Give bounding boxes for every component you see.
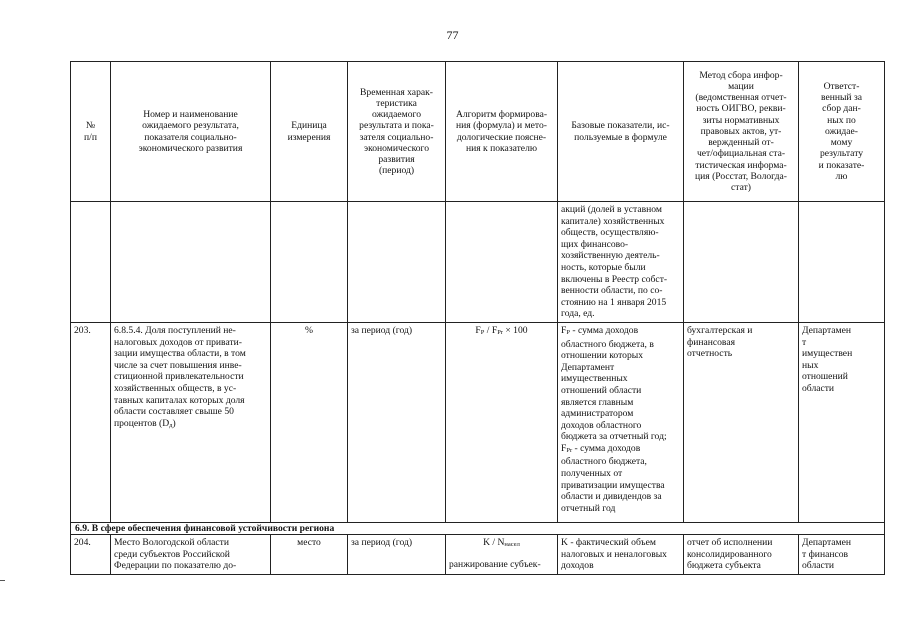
table-header-row <box>71 62 885 202</box>
cont-cell-responsible <box>799 202 885 323</box>
indicator-table <box>70 61 885 575</box>
cont-cell-base: акций (долей в уставном капитале) хозяйственных обществ, осуществляю- щих финансово- хозяйственную деятель- ность, которые были включены в Реестр собст- венности области, по со- стоянию на 1 января 2015 года, ед. <box>558 202 684 323</box>
cont-cell-number <box>71 202 111 323</box>
row-204-number: 204. <box>71 534 111 574</box>
row-204-formula-cell <box>446 534 558 574</box>
cont-cell-period <box>348 202 446 323</box>
row-204-period: за период (год) <box>348 534 446 574</box>
cont-cell-method <box>684 202 799 323</box>
row-204-formula-sub: насел <box>504 540 520 548</box>
row-203-base-sub2: Pr <box>566 446 573 454</box>
row-204-formula-text: K / N <box>483 536 505 548</box>
header-algorithm: Алгоритм формирова- ния (формула) и мето- дологические поясне- ния к показателю <box>446 62 558 202</box>
row-204-unit: место <box>271 534 348 574</box>
header-responsible: Ответст- венный за сбор дан- ных по ожидае- мому результату и показате- лю <box>799 62 885 202</box>
row-203-name-tail: ) <box>172 417 176 429</box>
page-edge-mark <box>0 580 5 581</box>
header-unit: Единица измерения <box>271 62 348 202</box>
row-204-formula <box>449 537 554 551</box>
row-203-base-sub1: P <box>566 328 570 336</box>
row-203-responsible: Департамен т имуществен ных отношений области <box>799 322 885 522</box>
row-203-formula-sub1: P <box>480 328 485 336</box>
header-number: № п/п <box>71 62 111 202</box>
cont-cell-name <box>111 202 271 323</box>
row-203-name <box>111 322 271 522</box>
row-204-name: Место Вологодской области среди субъектов Российской Федерации по показателю до- <box>111 534 271 574</box>
row-203-number: 203. <box>71 322 111 522</box>
row-203-formula-mid: / F <box>484 324 498 336</box>
row-203-formula-part1: F <box>475 324 481 336</box>
row-203-method: бухгалтерская и финансовая отчетность <box>684 322 799 522</box>
row-203-formula-tail: × 100 <box>502 324 528 336</box>
cont-cell-unit <box>271 202 348 323</box>
row-203-base-part2: - сумма доходов областного бюджета, полученных от приватизации имущества области и дивидендов за отчетный год <box>561 442 665 514</box>
row-203-base-part1: - сумма доходов областного бюджета, в отношении которых Департамент имущественных отношений области является главным администратором доходов областного бюджета за отчетный год; F <box>561 324 667 454</box>
row-203-base-var1: F <box>561 324 567 336</box>
table-row-204 <box>71 534 885 574</box>
header-period: Временная харак- теристика ожидаемого результата и пока- зателя социально- экономического развития (период) <box>348 62 446 202</box>
row-203-name-subscript: д <box>169 421 173 429</box>
table-row-203 <box>71 322 885 522</box>
row-203-period: за период (год) <box>348 322 446 522</box>
row-203-formula <box>446 322 558 522</box>
row-203-formula-sub2: Pr <box>497 328 503 336</box>
row-204-method: отчет об исполнении консолидированного бюджета субъекта <box>684 534 799 574</box>
row-204-formula-note: ранжирование субъек- <box>449 558 541 570</box>
header-collection-method: Метод сбора инфор- мации (ведомственная отчет- ность ОИГВО, рекви- зиты нормативных правовых актов, ут- вержденный от- чет/официальная ста- тистическая информа- ция (Росстат, Вологда- стат) <box>684 62 799 202</box>
header-base-indicators: Базовые показатели, ис- пользуемые в формуле <box>558 62 684 202</box>
page-number: 77 <box>446 28 459 42</box>
row-204-responsible: Департамен т финансов области <box>799 534 885 574</box>
row-203-name-text: 6.8.5.4. Доля поступлений не- налоговых доходов от привати- зации имущества области, в том числе за счет повышения инве- стиционной привлекательности хозяйственных обществ, в ус- тавных капиталах которых доля области составляет свыше 50 процентов (D <box>114 324 246 429</box>
row-203-base <box>558 322 684 522</box>
cont-cell-algorithm <box>446 202 558 323</box>
section-title: 6.9. В сфере обеспечения финансовой устойчивости региона <box>71 522 885 534</box>
row-203-unit: % <box>271 322 348 522</box>
table-row-continuation <box>71 202 885 323</box>
row-204-base: K - фактический объем налоговых и неналоговых доходов <box>558 534 684 574</box>
section-row <box>71 522 885 534</box>
header-name: Номер и наименование ожидаемого результата, показателя социально- экономического развития <box>111 62 271 202</box>
